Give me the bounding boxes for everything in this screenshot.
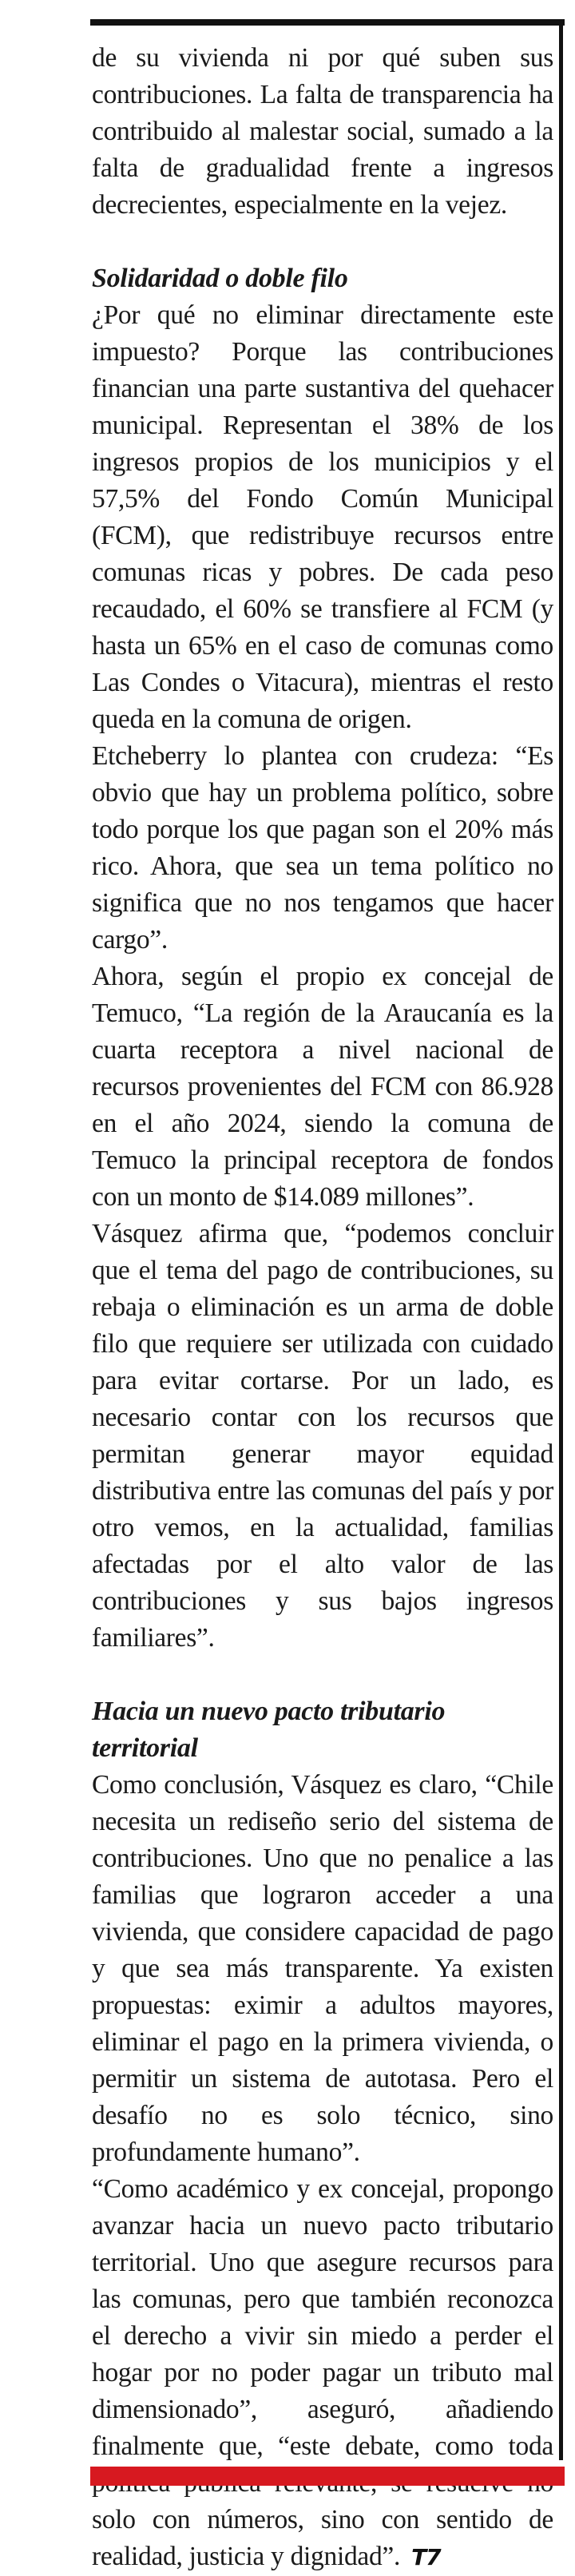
body-paragraph: Etcheberry lo plantea con crudeza: “Es obvio que hay un problema político, sobre todo porque los que pagan son el 20% más rico. Ahora, que sea un tema político no significa que no nos tengamos que hacer cargo”. <box>92 741 553 955</box>
section-heading-pacto-tributario: Hacia un nuevo pacto tributario territorial <box>92 1697 446 1763</box>
top-rule <box>90 19 565 26</box>
body-paragraph: Como conclusión, Vásquez es claro, “Chile necesita un rediseño serio del sistema de contribuciones. Uno que no penalice a las familias que lograron acceder a una vivienda, que considere capacidad de pago y que sea más transparente. Ya existen propuestas: eximir a adultos mayores, eliminar el pago en la primera vivienda, o permitir un sistema de autotasa. Pero el desafío no es solo técnico, sino profundamente humano”. <box>92 1770 553 2167</box>
body-paragraph: Vásquez afirma que, “podemos concluir que el tema del pago de contribuciones, su rebaja o eliminación es un arma de doble filo que requiere ser utilizada con cuidado para evitar cortarse. Por un lado, es necesario contar con los recursos que permitan generar mayor equidad distributiva entre las comunas del país y por otro vemos, en la actualidad, familias afectadas por el alto valor de las contribuciones y sus bajos ingresos familiares”. <box>92 1219 553 1653</box>
body-paragraph-final <box>92 2171 553 2576</box>
body-paragraph: Ahora, según el propio ex concejal de Temuco, “La región de la Araucanía es la cuarta receptora a nivel nacional de recursos provenientes del FCM con 86.928 en el año 2024, siendo la comuna de Temuco la principal receptora de fondos con un monto de $14.089 millones”. <box>92 962 553 1212</box>
intro-paragraph: de su vivienda ni por qué suben sus contribuciones. La falta de transparencia ha contribuido al malestar social, sumado a la falta de gradualidad frente a ingresos decrecientes, especialmente en la vejez. <box>92 43 553 220</box>
final-paragraph-text: “Como académico y ex concejal, propongo avanzar hacia un nuevo pacto tributario territorial. Uno que asegure recursos para las comunas, pero que también reconozca el derecho a vivir sin miedo a perder el hogar por no poder pagar un tributo mal dimensionado”, aseguró, añadiendo finalmente que, “este debate, como toda solo con números, sino con sentido de realidad, justicia y dignidad”. <box>92 2174 553 2571</box>
end-logo-icon: T7 <box>411 2544 441 2570</box>
article-column <box>92 40 553 2576</box>
bottom-red-rule <box>90 2467 565 2486</box>
column-right-rule <box>559 19 563 2460</box>
body-paragraph: ¿Por qué no eliminar directamente este impuesto? Porque las contribuciones financian una parte sustantiva del quehacer municipal. Representan el 38% de los ingresos propios de los municipios y el 57,5% del Fondo Común Municipal (FCM), que redistribuye recursos entre comunas ricas y pobres. De cada peso recaudado, el 60% se transfiere al FCM (y hasta un 65% en el caso de comunas como Las Condes o Vitacura), mientras el resto queda en la comuna de origen. <box>92 300 553 734</box>
section-heading-solidaridad: Solidaridad o doble filo <box>92 264 348 293</box>
